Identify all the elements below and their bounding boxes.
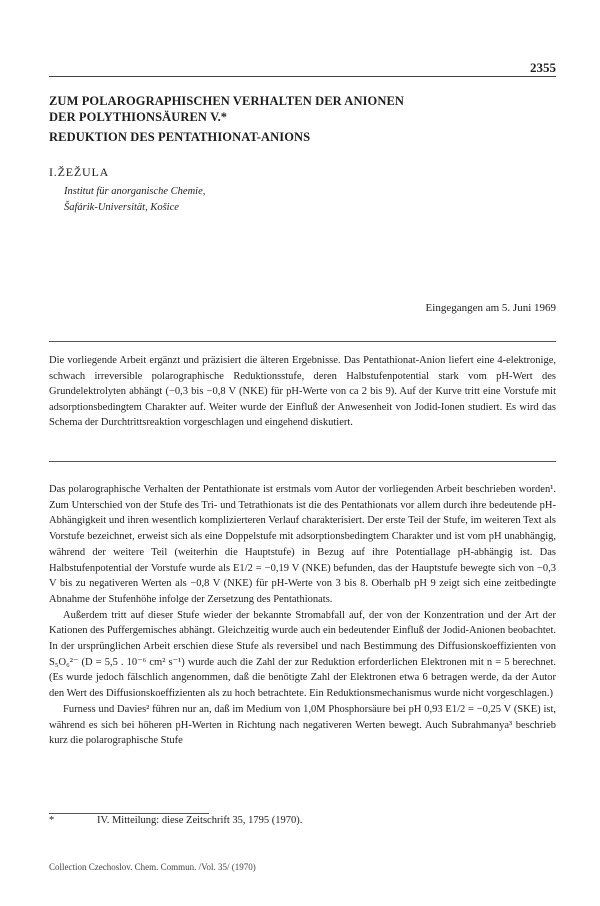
abstract-top-rule	[49, 341, 556, 342]
article-title	[49, 93, 404, 125]
affiliation-line-1: Institut für anorganische Chemie,	[64, 186, 206, 197]
title-line-2: DER POLYTHIONSÄUREN V.*	[49, 110, 228, 124]
footnote-mark: *	[49, 815, 55, 826]
abstract-bottom-rule	[49, 461, 556, 462]
author-name: I.ŽEŽULA	[49, 165, 110, 179]
title-line-1: ZUM POLAROGRAPHISCHEN VERHALTEN DER ANIONEN	[49, 94, 405, 108]
body-paragraph-2: Außerdem tritt auf dieser Stufe wieder der bekannte Stromabfall auf, der von der Konzentration und der Art der Kationen des Puffergemisches abhängt. Gleichzeitig wurde auch ein bedeutender Einfluß der Jodid-Anionen beobachtet. In der ursprünglichen Arbeit erschien diese Stufe als reversibel und nach Bestimmung des Diffusionskoeffizienten von S₅O₆²⁻ (D = 5,5 . 10⁻⁶ cm² s⁻¹) wurde auch die Zahl der zur Reduktion erforderlichen Elektronen mit n = 5 berechnet. (Es wurde jedoch fälschlich angenommen, daß die benötigte Zahl der Elektronen etwa 6 betragen werde, da der Autor den Wert des Diffusionskoeffizienten als zu hoch betrachtete. Ein Reduktionsmechanismus wurde nicht vorgeschlagen.)	[49, 609, 556, 700]
abstract: Die vorliegende Arbeit ergänzt und präzisiert die älteren Ergebnisse. Das Pentathionat-Anion liefert eine 4-elektronige, schwach irreversible polarographische Reduktionsstufe, deren Halbstufenpotential stark vom pH-Wert des Grundelektrolyten abhängt (−0,3 bis −0,8 V (NKE) für pH-Werte von ca 2 bis 9). Auf der Kurve tritt eine Vorstufe mit adsorptionsbedingtem Charakter auf. Weiter wurde der Einfluß der Anwesenheit von Jodid-Ionen studiert. Es wird das Schema der Durchtrittsreaktion vorgeschlagen und eingehend diskutiert.	[49, 355, 556, 429]
article-body	[49, 482, 556, 749]
header-rule	[49, 76, 556, 77]
footnote-text: IV. Mitteilung: diese Zeitschrift 35, 1795 (1970).	[97, 815, 303, 826]
affiliation-line-2: Šafárik-Universität, Košice	[64, 202, 179, 213]
journal-footer: Collection Czechoslov. Chem. Commun. /Vol. 35/ (1970)	[49, 862, 256, 872]
article-subtitle: REDUKTION DES PENTATHIONAT-ANIONS	[49, 130, 311, 144]
page-number: 2355	[530, 60, 556, 75]
received-date: Eingegangen am 5. Juni 1969	[425, 302, 556, 314]
body-paragraph-1: Das polarographische Verhalten der Pentathionate ist erstmals vom Autor der vorliegenden Arbeit beschrieben worden¹. Zum Unterschied von der Stufe des Tri- und Tetrathionats ist die des Pentathionats vor allem durch ihre bedeutende pH-Abhängigkeit und ihren wesentlich komplizierteren Verlauf charakterisiert. Der erste Teil der Stufe, im weiteren Text als Vorstufe bezeichnet, erweist sich als eine Doppelstufe mit adsorptionsbedingtem Charakter und ist vom pH unabhängig, während der weitere Teil (weiterhin die Hauptstufe) in Bezug auf ihre Potentiallage pH-abhängig ist. Das Halbstufenpotential der Vorstufe wurde als E1/2 = −0,19 V (NKE) befunden, das der Hauptstufe bewegte sich von −0,3 V bis zu negativeren Werten als −0,8 V (NKE) für pH-Werte von 3 bis 8. Oberhalb pH 9 zeigt sich eine zeitbedingte Abnahme der Stufenhöhe infolge der Zersetzung des Pentathionats.	[49, 484, 556, 605]
footnote-rule	[49, 813, 209, 814]
affiliation	[64, 184, 205, 216]
footnote	[49, 815, 302, 826]
body-paragraph-3: Furness und Davies² führen nur an, daß im Medium von 1,0M Phosphorsäure bei pH 0,93 E1/2 = −0,25 V (SKE) ist, während es sich bei höheren pH-Werten in Richtung nach negativeren Werten bewegt. Auch Subrahmanya³ beschrieb kurz die polarographische Stufe	[49, 703, 556, 747]
